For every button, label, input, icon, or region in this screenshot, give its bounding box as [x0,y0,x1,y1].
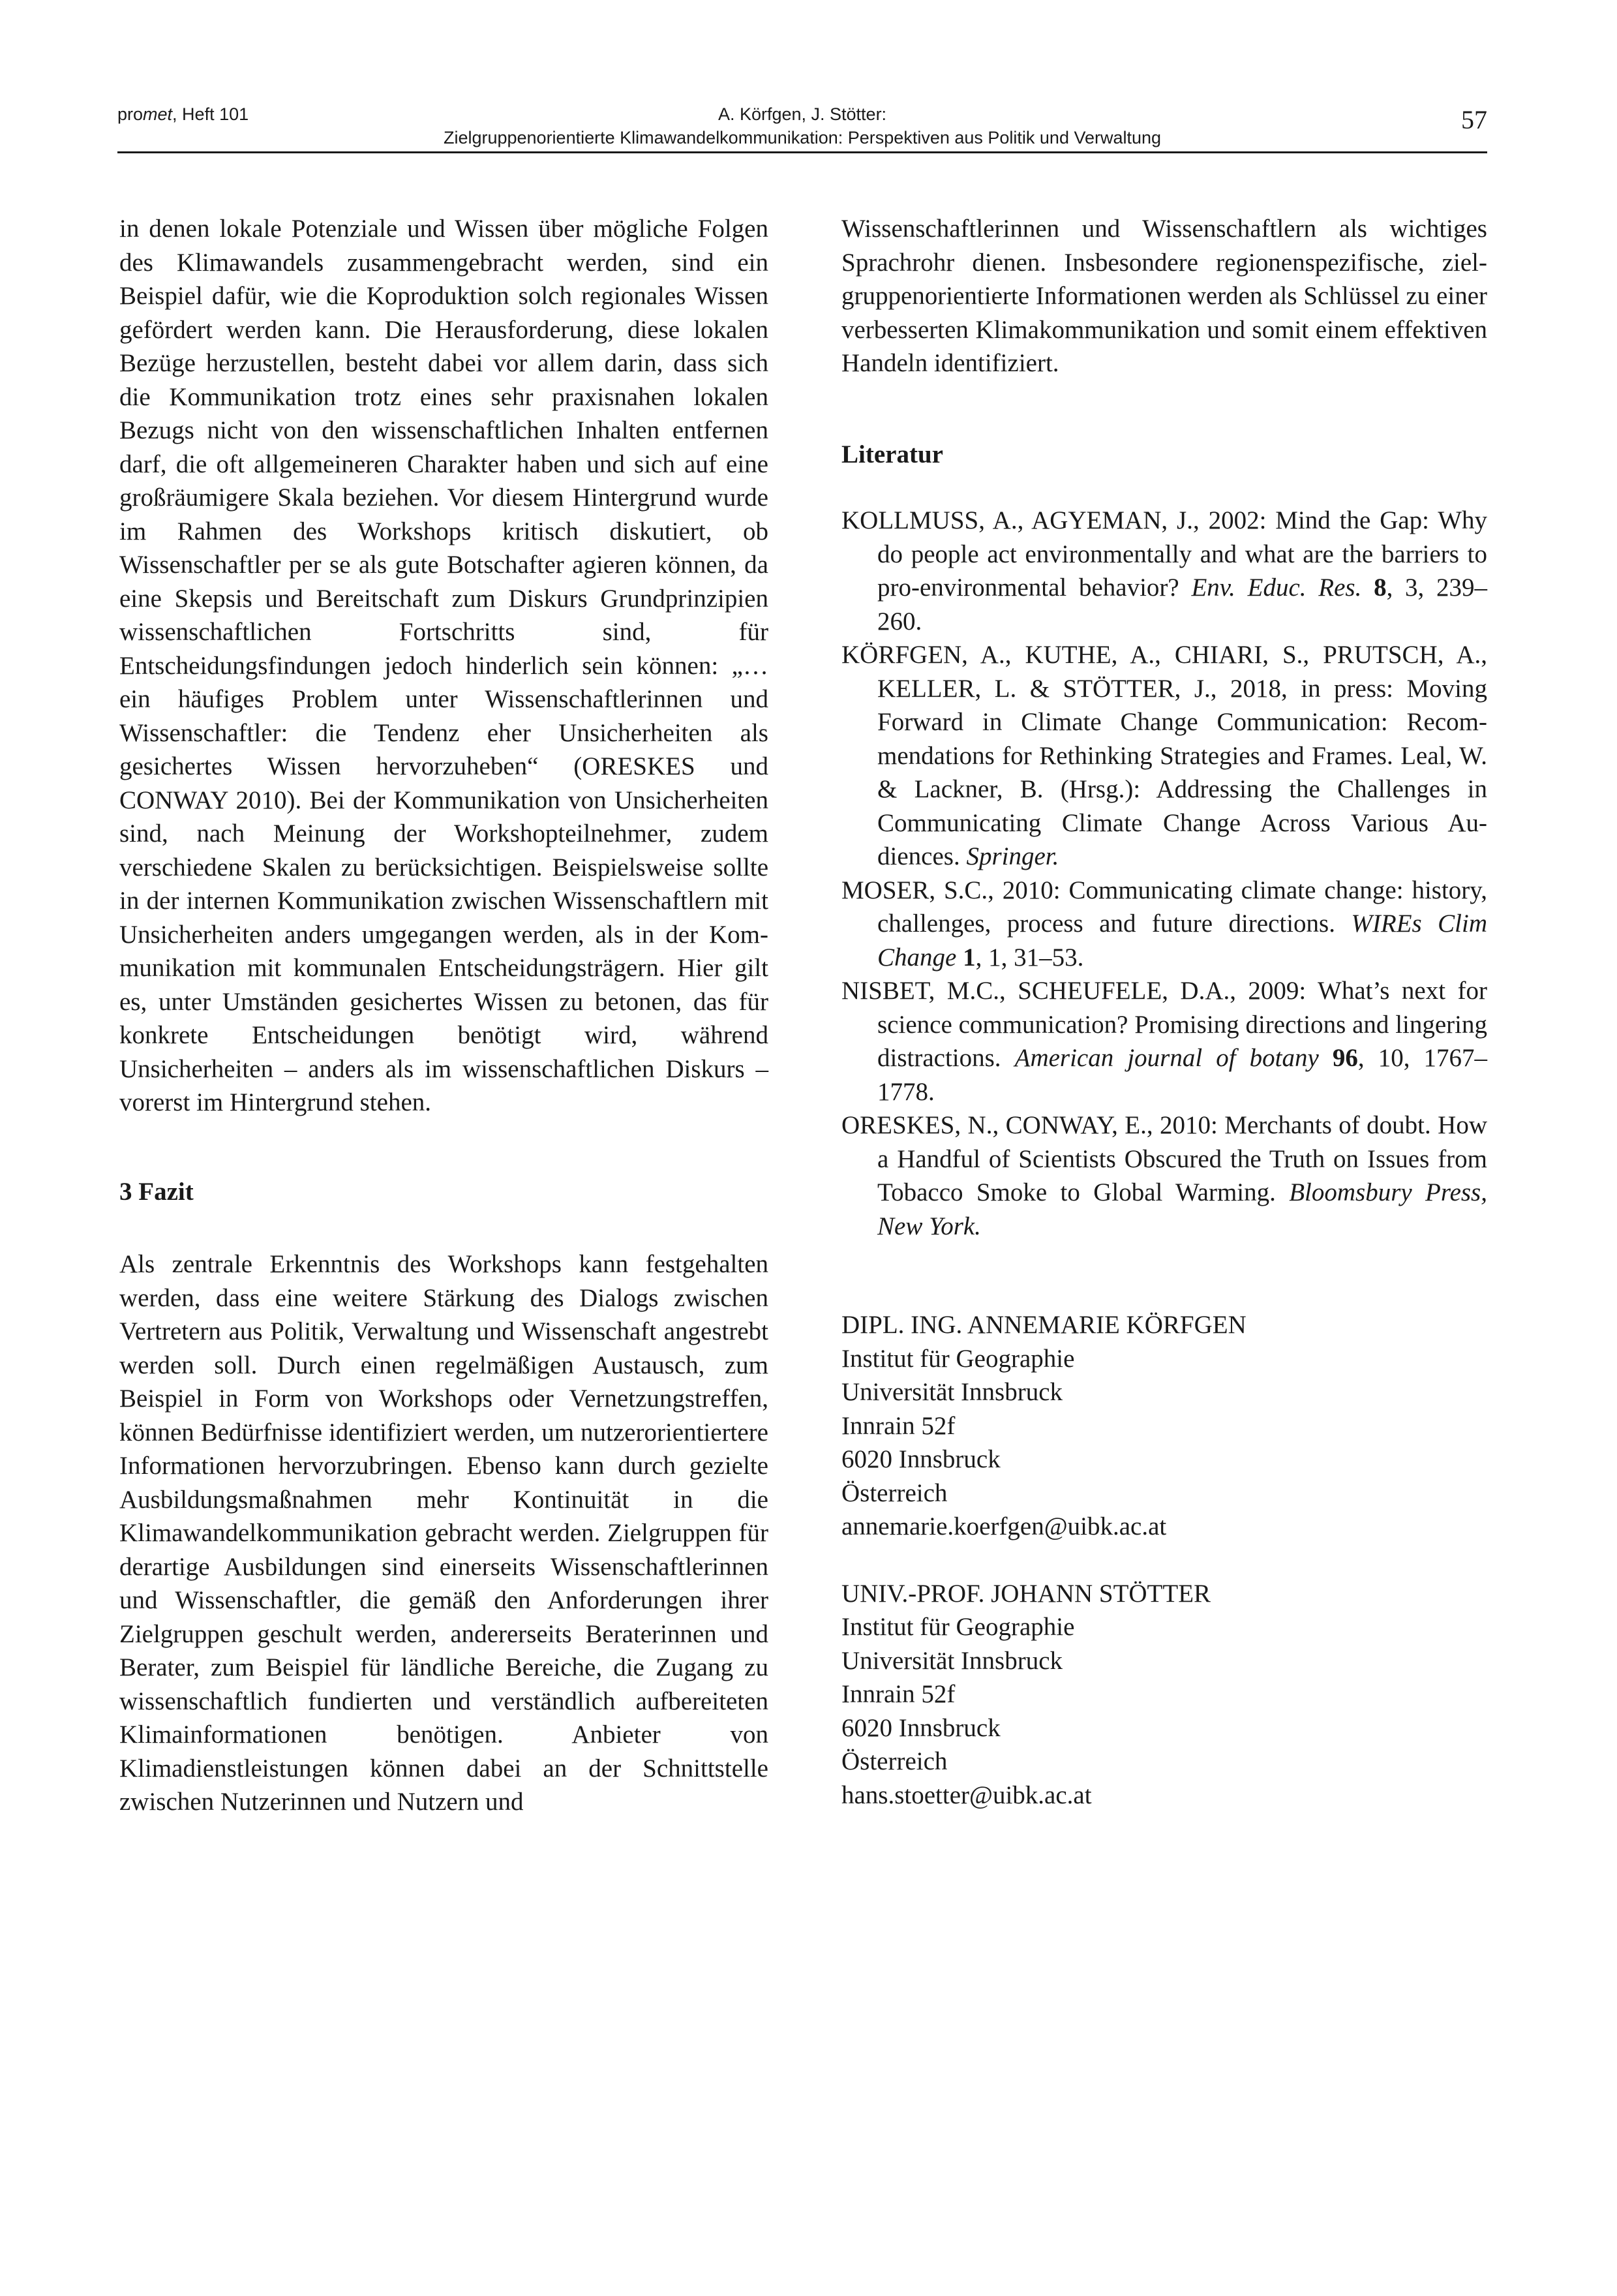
address-line: Innrain 52f [841,1680,956,1708]
reference-item [841,874,1487,975]
address-line: Österreich [841,1747,948,1775]
header-rule [117,151,1487,153]
body-paragraph: in denen lokale Potenziale und Wissen über mögliche Folgen des Klimawandels zusammengebracht werden, sind ein Beispiel dafür, wie die Koproduktion solch regionales Wissen gefördert werden kann. Die Herausforderung, diese lokalen Bezüge herzustellen, besteht dabei vor allem darin, dass sich die Kommunikation trotz eines sehr praxisnahen lokalen Bezugs nicht von den wissenschaftlichen Inhalten entfernen darf, die oft allgemeineren Charakter haben und sich auf eine großräumigere Skala beziehen. Vor diesem Hintergrund wurde im Rahmen des Workshops kritisch diskutiert, ob Wissenschaftler per se als gute Botschafter agieren können, da eine Skepsis und Bereitschaft zum Diskurs Grundprinzipien wissenschaftlichen Fortschritts sind, für Entscheidungsfindungen jedoch hinderlich sein können: „… ein häufiges Problem unter Wissenschaftlerinnen und Wissenschaftler: die Tendenz eher Unsicherheiten als gesichertes Wissen hervorzuheben“ (ORESKES und CONWAY 2010). Bei der Kommunikation von Unsicherheiten sind, nach Meinung der Workshopteilnehmer, zudem verschiedene Skalen zu berücksichtigen. Beispielsweise sollte in der internen Kommunikation zwischen Wissenschaftlern mit Unsicherheiten anders umgegangen werden, als in der Kommunikation mit kommunalen Entscheidungsträgern. Hier gilt es, unter Umständen gesichertes Wissen zu betonen, das für konkrete Entscheidungen benötigt wird, während Unsicherheiten – anders als im wissenschaftlichen Diskurs – vorerst im Hintergrund stehen. [119,215,768,1116]
author-email[interactable]: annemarie.koerfgen@uibk.ac.at [841,1512,1167,1540]
author-address-2 [841,1577,1487,1813]
author-name: DIPL. ING. ANNEMARIE KÖRFGEN [841,1311,1247,1339]
address-line: Universität Innsbruck [841,1378,1063,1406]
reference-text: KOLLMUSS, A., AGYEMAN, J., 2002: Mind the Gap: Why do people act environmentally and what are the barriers to pro-environmental behavior? [841,506,1487,602]
page-header [117,98,1487,150]
reference-pages: , 10, 1767–1778. [877,1044,1488,1106]
address-line: Institut für Geographie [841,1344,1075,1373]
address-line: Österreich [841,1478,948,1507]
address-line: Universität Innsbruck [841,1646,1063,1675]
address-line: Institut für Geographie [841,1613,1075,1641]
reference-journal: Bloomsbury Press, New York. [877,1178,1487,1240]
body-paragraph: Als zentrale Erkenntnis des Workshops kann festgehalten werden, dass eine weitere Stärkung des Dialogs zwischen Vertretern aus Politik, Verwaltung und Wissenschaft angestrebt werden soll. Durch einen regelmäßigen Austausch, zum Beispiel in Form von Workshops oder Vernetzungstreffen, können Bedürfnisse identifiziert werden, um nutzerorientiertere Informationen hervorzubringen. Ebenso kann durch gezielte Ausbildungsmaßnahmen mehr Kontinuität in die Klimawandelkommunikation gebracht werden. Zielgruppen für derartige Ausbildungen sind einerseits Wissenschaftlerinnen und Wissenschaftler, die gemäß den Anforderungen ihrer Zielgruppen geschult werden, andererseits Beraterinnen und Berater, zum Beispiel für ländliche Bereiche, die Zugang zu wissenschaftlich fundierten und verständlich aufbereiteten Klimainformationen benötigen. Anbieter von Klimadienstleistungen können dabei an der Schnittstelle zwischen Nutzerinnen und Nutzern und [119,1250,768,1816]
author-email[interactable]: hans.stoetter@uibk.ac.at [841,1781,1092,1809]
right-column [841,212,1487,1812]
reference-item [841,638,1487,874]
reference-text: NISBET, M.C., SCHEUFELE, D.A., 2009: What’s next for science communication? Promising directions and lingering distractions. [841,977,1487,1072]
literature-heading: Literatur [841,440,943,468]
address-line: Innrain 52f [841,1411,956,1440]
header-subtitle: Zielgruppenorientierte Klimawandelkommunikation: Perspektiven aus Politik und Verwaltung [443,128,1162,147]
left-column [119,212,768,1819]
journal-name: promet, Heft 101 [117,104,249,124]
reference-item [841,1109,1487,1243]
body-paragraph: Wissenschaftlerinnen und Wissenschaftlern als wichtiges Sprachrohr dienen. Insbesondere regionenspezifische, zielgruppenorientierte Informationen werden als Schlüssel zu einer verbesserten Klimakommunikation und somit einem effektiven Handeln identifiziert. [841,215,1487,377]
address-line: 6020 Innsbruck [841,1445,1001,1473]
reference-journal: Springer. [966,842,1059,870]
page-number: 57 [1461,105,1487,134]
header-authors: A. Körfgen, J. Stötter: [718,104,887,124]
reference-volume: 1 [963,943,976,972]
reference-text: KÖRFGEN, A., KUTHE, A., CHIARI, S., PRUTSCH, A., KELLER, L. & STÖTTER, J., 2018, in press: Moving Forward in Climate Change Communication: Recommendations for Rethinking Strategies and Frames. Leal, W. & Lackner, B. (Hrsg.): Addressing the Challenges in Communicating Climate Change Across Various Audiences. [841,641,1487,870]
reference-item [841,504,1487,638]
reference-list [841,504,1487,1243]
reference-text: MOSER, S.C., 2010: Communicating climate change: history, challenges, process and future directions. [841,876,1487,938]
reference-item [841,974,1487,1109]
reference-text: ORESKES, N., CONWAY, E., 2010: Merchants of doubt. How a Handful of Scientists Obscured the Truth on Issues from Tobacco Smoke to Global Warming. [841,1111,1487,1206]
section-heading: 3 Fazit [119,1177,194,1206]
reference-pages: , 1, 31–53. [975,943,1084,972]
reference-volume: 96 [1332,1044,1358,1072]
author-address-1 [841,1308,1487,1544]
reference-pages: , 3, 239–260. [877,574,1488,635]
reference-journal: WIREs Clim Change [877,910,1487,972]
author-name: UNIV.-PROF. JOHANN STÖTTER [841,1579,1211,1608]
reference-journal: American journal of botany [1014,1044,1319,1072]
reference-volume: 8 [1374,574,1387,602]
address-line: 6020 Innsbruck [841,1713,1001,1742]
reference-journal: Env. Educ. Res. [1191,574,1362,602]
